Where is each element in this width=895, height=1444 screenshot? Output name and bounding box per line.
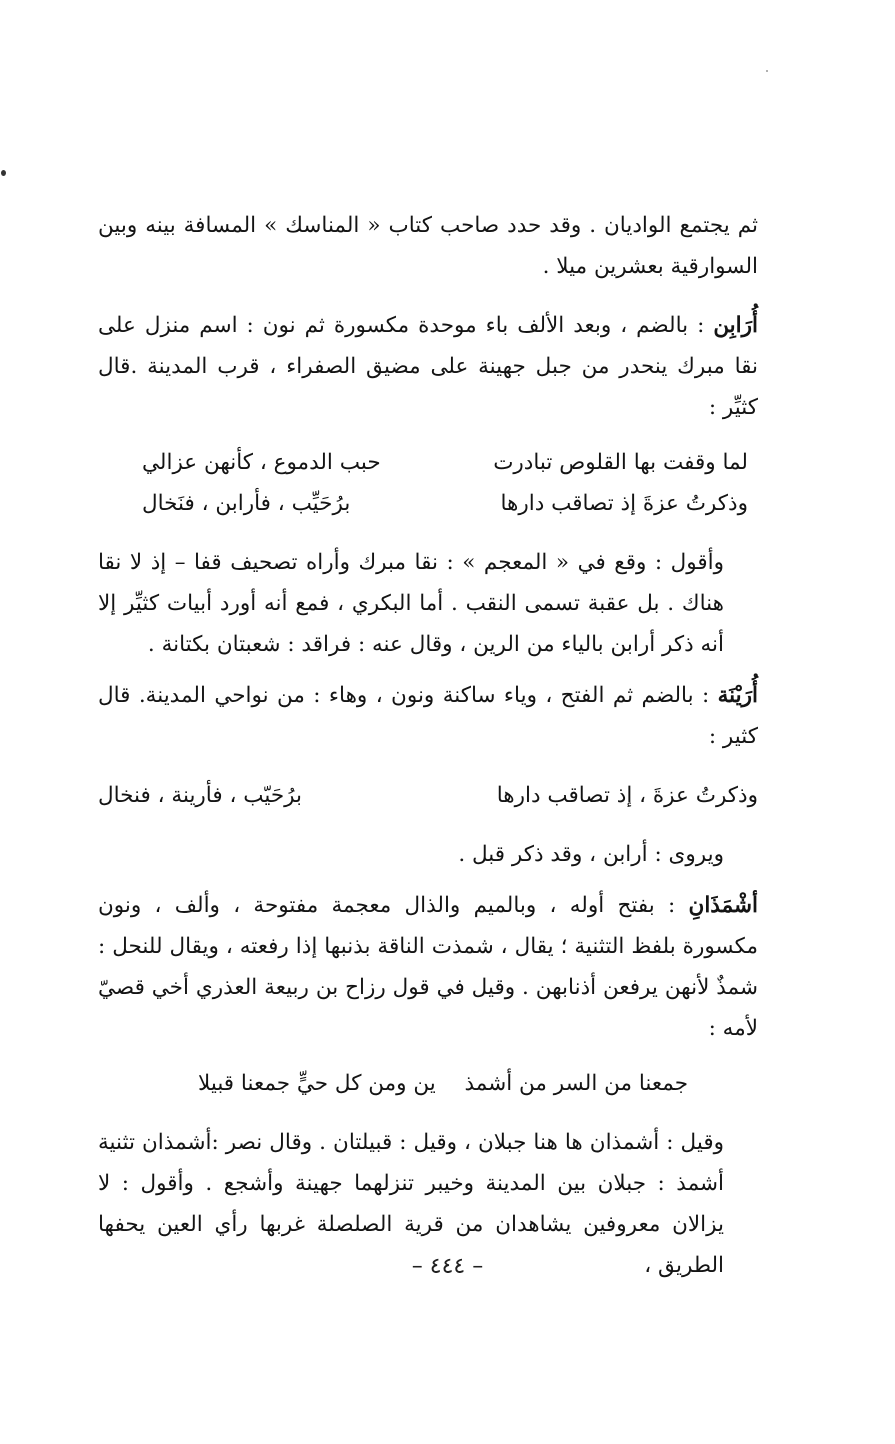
entry-ashmadhan bbox=[98, 885, 758, 1049]
verse-second-hemistich: برُحَيّب ، فأرينة ، فنخال bbox=[98, 783, 302, 808]
verse-line bbox=[142, 483, 748, 524]
scan-speck-left bbox=[1, 170, 6, 176]
verse-block-kuthayyir-2 bbox=[98, 775, 758, 816]
verse-line bbox=[98, 775, 758, 816]
entry-text-arabin: : بالضم ، وبعد الألف باء موحدة مكسورة ثم نون : اسم منزل على نقا مبرك ينحدر من جبل جهينة على مضيق الصفراء ، قرب المدينة .قال كثيِّر : bbox=[98, 313, 758, 420]
entry-text-arayna: : بالضم ثم الفتح ، وياء ساكنة ونون ، وهاء : من نواحي المدينة. قال كثير : bbox=[98, 683, 758, 749]
verse-second-hemistich: برُحَيِّب ، فأرابن ، فنَخال bbox=[142, 491, 351, 516]
verse-first-hemistich: لما وقفت بها القلوص تبادرت bbox=[493, 450, 748, 475]
verse-first-hemistich: جمعنا من السر من أشمذ bbox=[464, 1071, 688, 1096]
verse-line bbox=[142, 442, 748, 483]
entry-heading-arabin: أُرَابِن bbox=[713, 313, 758, 338]
verse-line bbox=[198, 1063, 688, 1104]
entry-arayna bbox=[98, 675, 758, 757]
paragraph-continuation: ثم يجتمع الواديان . وقد حدد صاحب كتاب « المناسك » المسافة بينه وبين السوارقية بعشرين ميلا . bbox=[98, 213, 758, 279]
scan-speck-top-right bbox=[766, 70, 768, 72]
verse-first-hemistich: وذكرتُ عزةَ ، إذ تصاقب دارها bbox=[496, 783, 758, 808]
verse-block-kuthayyir-1 bbox=[98, 442, 758, 524]
entry-heading-arayna: أُرَيْنَة bbox=[717, 683, 758, 708]
entry-heading-ashmadhan: أشْمَذَانِ bbox=[688, 893, 758, 918]
verse-block-rizah bbox=[98, 1063, 758, 1104]
entry-arabin bbox=[98, 305, 758, 428]
page-body bbox=[98, 205, 758, 1286]
paragraph-ashmadhan-notes: وقيل : أشمذان ها هنا جبلان ، وقيل : قبيلتان . وقال نصر :أشمذان تثنية أشمذ : جبلان بين المدينة وخيبر تنزلهما جهينة وأشجع . وأقول : لا يزالان معروفين يشاهدان من قرية الصلصلة غربها رأي العين يحفها الطريق ، bbox=[98, 1130, 724, 1278]
verse-second-hemistich: حبب الدموع ، كأنهن عزالي bbox=[142, 450, 381, 475]
paragraph-commentary: وأقول : وقع في « المعجم » : نقا مبرك وأراه تصحيف قفا – إذ لا نقا هناك . بل عقبة تسمى النقب . أما البكري ، فمع أنه أورد أبيات كثيِّر إلا أنه ذكر أرابن بالياء من الرين ، وقال عنه : فراقد : شعبتان بكتانة . bbox=[98, 550, 724, 657]
page-number: – ٤٤٤ – bbox=[411, 1254, 484, 1279]
entry-text-ashmadhan: : بفتح أوله ، وبالميم والذال معجمة مفتوحة ، وألف ، ونون مكسورة بلفظ التثنية ؛ يقال ، شمذت الناقة بذنبها إذا رفعته ، ويقال للنحل : شمذٌ لأنهن يرفعن أذنابهن . وقيل في قول رزاح بن ربيعة العذري أخي قصيّ لأمه : bbox=[98, 893, 758, 1041]
paragraph-variant-reading: ويروى : أرابن ، وقد ذكر قبل . bbox=[458, 842, 724, 867]
verse-second-hemistich: ين ومن كل حيٍّ جمعنا قبيلا bbox=[198, 1071, 436, 1096]
verse-first-hemistich: وذكرتُ عزةَ إذ تصاقب دارها bbox=[500, 491, 748, 516]
